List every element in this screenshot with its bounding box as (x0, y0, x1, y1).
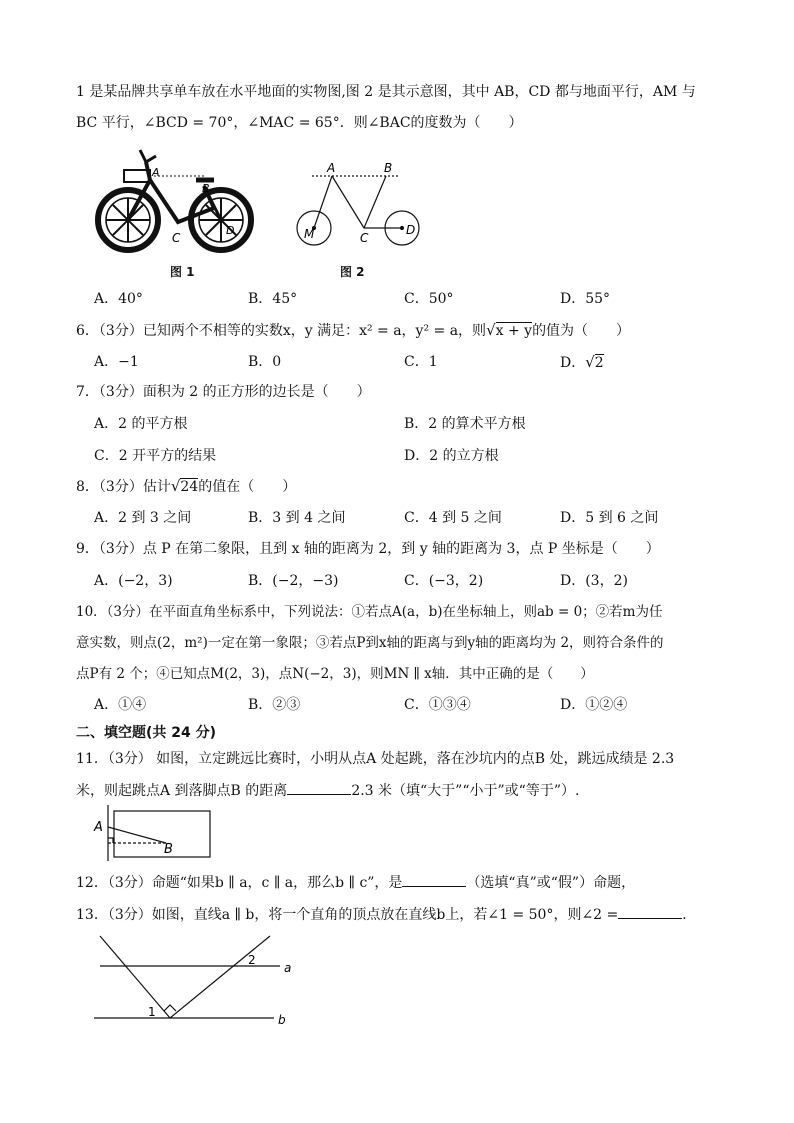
q6-option-a[interactable]: A．−1 (94, 354, 139, 370)
q8-radicand: 24 (180, 479, 199, 495)
q9-option-c[interactable]: C．(−3，2) (404, 573, 484, 589)
q6-stem-post: 的值为（ ） (532, 323, 631, 339)
q5-stem-line2: BC 平行，∠BCD = 70°，∠MAC = 65°．则∠BAC的度数为（ ） (76, 115, 523, 131)
q11-answer-blank[interactable] (287, 780, 351, 795)
q9-option-a[interactable]: A．(−2，3) (94, 573, 173, 589)
q8-option-c[interactable]: C．4 到 5 之间 (404, 510, 502, 526)
photo-label-a: A (152, 166, 160, 179)
q11-line2: 米，则起跳点A 到落脚点B 的距离 2.3 米（填“大于”“小于”或“等于”）. (76, 780, 579, 801)
diagram-label-b: B (384, 161, 393, 175)
q6-option-c[interactable]: C．1 (404, 354, 438, 370)
q5-option-b[interactable]: B．45° (248, 291, 298, 307)
q13-stem: 13．（3分）如图，直线a ∥ b，将一个直角的顶点放在直线b上，若∠1 = 50°，则∠2 = ． (76, 904, 696, 925)
q6-option-b[interactable]: B．0 (248, 354, 282, 370)
q10-option-c[interactable]: C．①③④ (404, 697, 471, 713)
q10-line2: 意实数，则点(2，m²)一定在第一象限；③若点P到x轴的距离与到y轴的距离均为 2，则符合条件的 (76, 635, 664, 651)
diagram-label-a: A (327, 161, 336, 175)
q11-label-b: B (164, 842, 173, 857)
q7-option-b[interactable]: B．2 的算术平方根 (404, 416, 526, 432)
photo-label-b: B (202, 182, 210, 195)
q10-option-d[interactable]: D．①②④ (560, 697, 628, 713)
q6-stem: 6．（3分）已知两个不相等的实数x，y 满足：x² = a，y² = a，则√x + y的值为（ ） (76, 321, 631, 339)
q7-option-d[interactable]: D．2 的立方根 (404, 448, 499, 464)
q13-label-1: 1 (148, 1005, 156, 1019)
q13-answer-blank[interactable] (618, 904, 682, 919)
diagram-label-c: C (360, 231, 369, 245)
q13-label-a: a (284, 961, 292, 975)
q5-option-a[interactable]: A．40° (94, 291, 143, 307)
q6-option-d[interactable]: D．√2 (560, 353, 604, 371)
long-jump-diagram (90, 805, 220, 861)
photo-label-c: C (172, 231, 181, 245)
q5-stem-line1: 1 是某品牌共享单车放在水平地面的实物图,图 2 是其示意图，其中 AB，CD 都与地面平行，AM 与 (76, 84, 696, 100)
q8-stem-post: 的值在（ ） (198, 479, 297, 495)
q12-stem: 12．（3分）命题“如果b ∥ a，c ∥ a，那么b ∥ c”，是 （选填“真”或“假”）命题， (76, 872, 635, 893)
q6-option-d-radicand: 2 (594, 355, 604, 371)
q13-label-2: 2 (248, 953, 256, 967)
q10-line1: 10．（3分）在平面直角坐标系中，下列说法：①若点A(a，b)在坐标轴上，则ab = 0；②若m为任 (76, 604, 663, 620)
figure-2-caption: 图 2 (340, 265, 365, 279)
section-2-title: 二、填空题(共 24 分) (76, 725, 217, 741)
bicycle-photo (96, 142, 256, 262)
q6-stem-pre: 6．（3分）已知两个不相等的实数x，y 满足：x² = a，y² = a，则 (76, 323, 487, 339)
q9-stem: 9．（3分）点 P 在第二象限，且到 x 轴的距离为 2，到 y 轴的距离为 3，点 P 坐标是（ ） (76, 541, 660, 557)
q8-stem: 8．（3分）估计√24的值在（ ） (76, 477, 297, 495)
figure-1-caption: 图 1 (170, 265, 195, 279)
q7-option-c[interactable]: C．2 开平方的结果 (94, 448, 217, 464)
diagram-label-m: M (304, 227, 315, 241)
q10-option-b[interactable]: B．②③ (248, 697, 301, 713)
q10-option-a[interactable]: A．①④ (94, 697, 147, 713)
bicycle-diagram (290, 160, 430, 250)
q11-line1: 11．（3分） 如图，立定跳远比赛时，小明从点A 处起跳，落在沙坑内的点B 处，跳远成绩是 2.3 (76, 751, 675, 767)
q7-option-a[interactable]: A．2 的平方根 (94, 416, 188, 432)
q7-stem: 7．（3分）面积为 2 的正方形的边长是（ ） (76, 384, 371, 400)
q8-stem-pre: 8．（3分）估计 (76, 479, 171, 495)
q6-radicand: x + y (495, 323, 533, 339)
q8-option-d[interactable]: D．5 到 6 之间 (560, 510, 659, 526)
q8-option-a[interactable]: A．2 到 3 之间 (94, 510, 192, 526)
parallel-lines-diagram (90, 932, 305, 1032)
q8-option-b[interactable]: B．3 到 4 之间 (248, 510, 346, 526)
q10-line3: 点P有 2 个；④已知点M(2，3)，点N(−2，3)，则MN ∥ x轴．其中正确的是（ ） (76, 666, 594, 682)
q5-option-d[interactable]: D．55° (560, 291, 611, 307)
q9-option-b[interactable]: B．(−2，−3) (248, 573, 339, 589)
diagram-label-d: D (406, 223, 416, 237)
q12-answer-blank[interactable] (402, 872, 466, 887)
q9-option-d[interactable]: D．(3，2) (560, 573, 628, 589)
q5-option-c[interactable]: C．50° (404, 291, 454, 307)
q13-label-b: b (278, 1013, 286, 1027)
q11-label-a: A (94, 820, 103, 835)
photo-label-d: D (226, 224, 235, 237)
